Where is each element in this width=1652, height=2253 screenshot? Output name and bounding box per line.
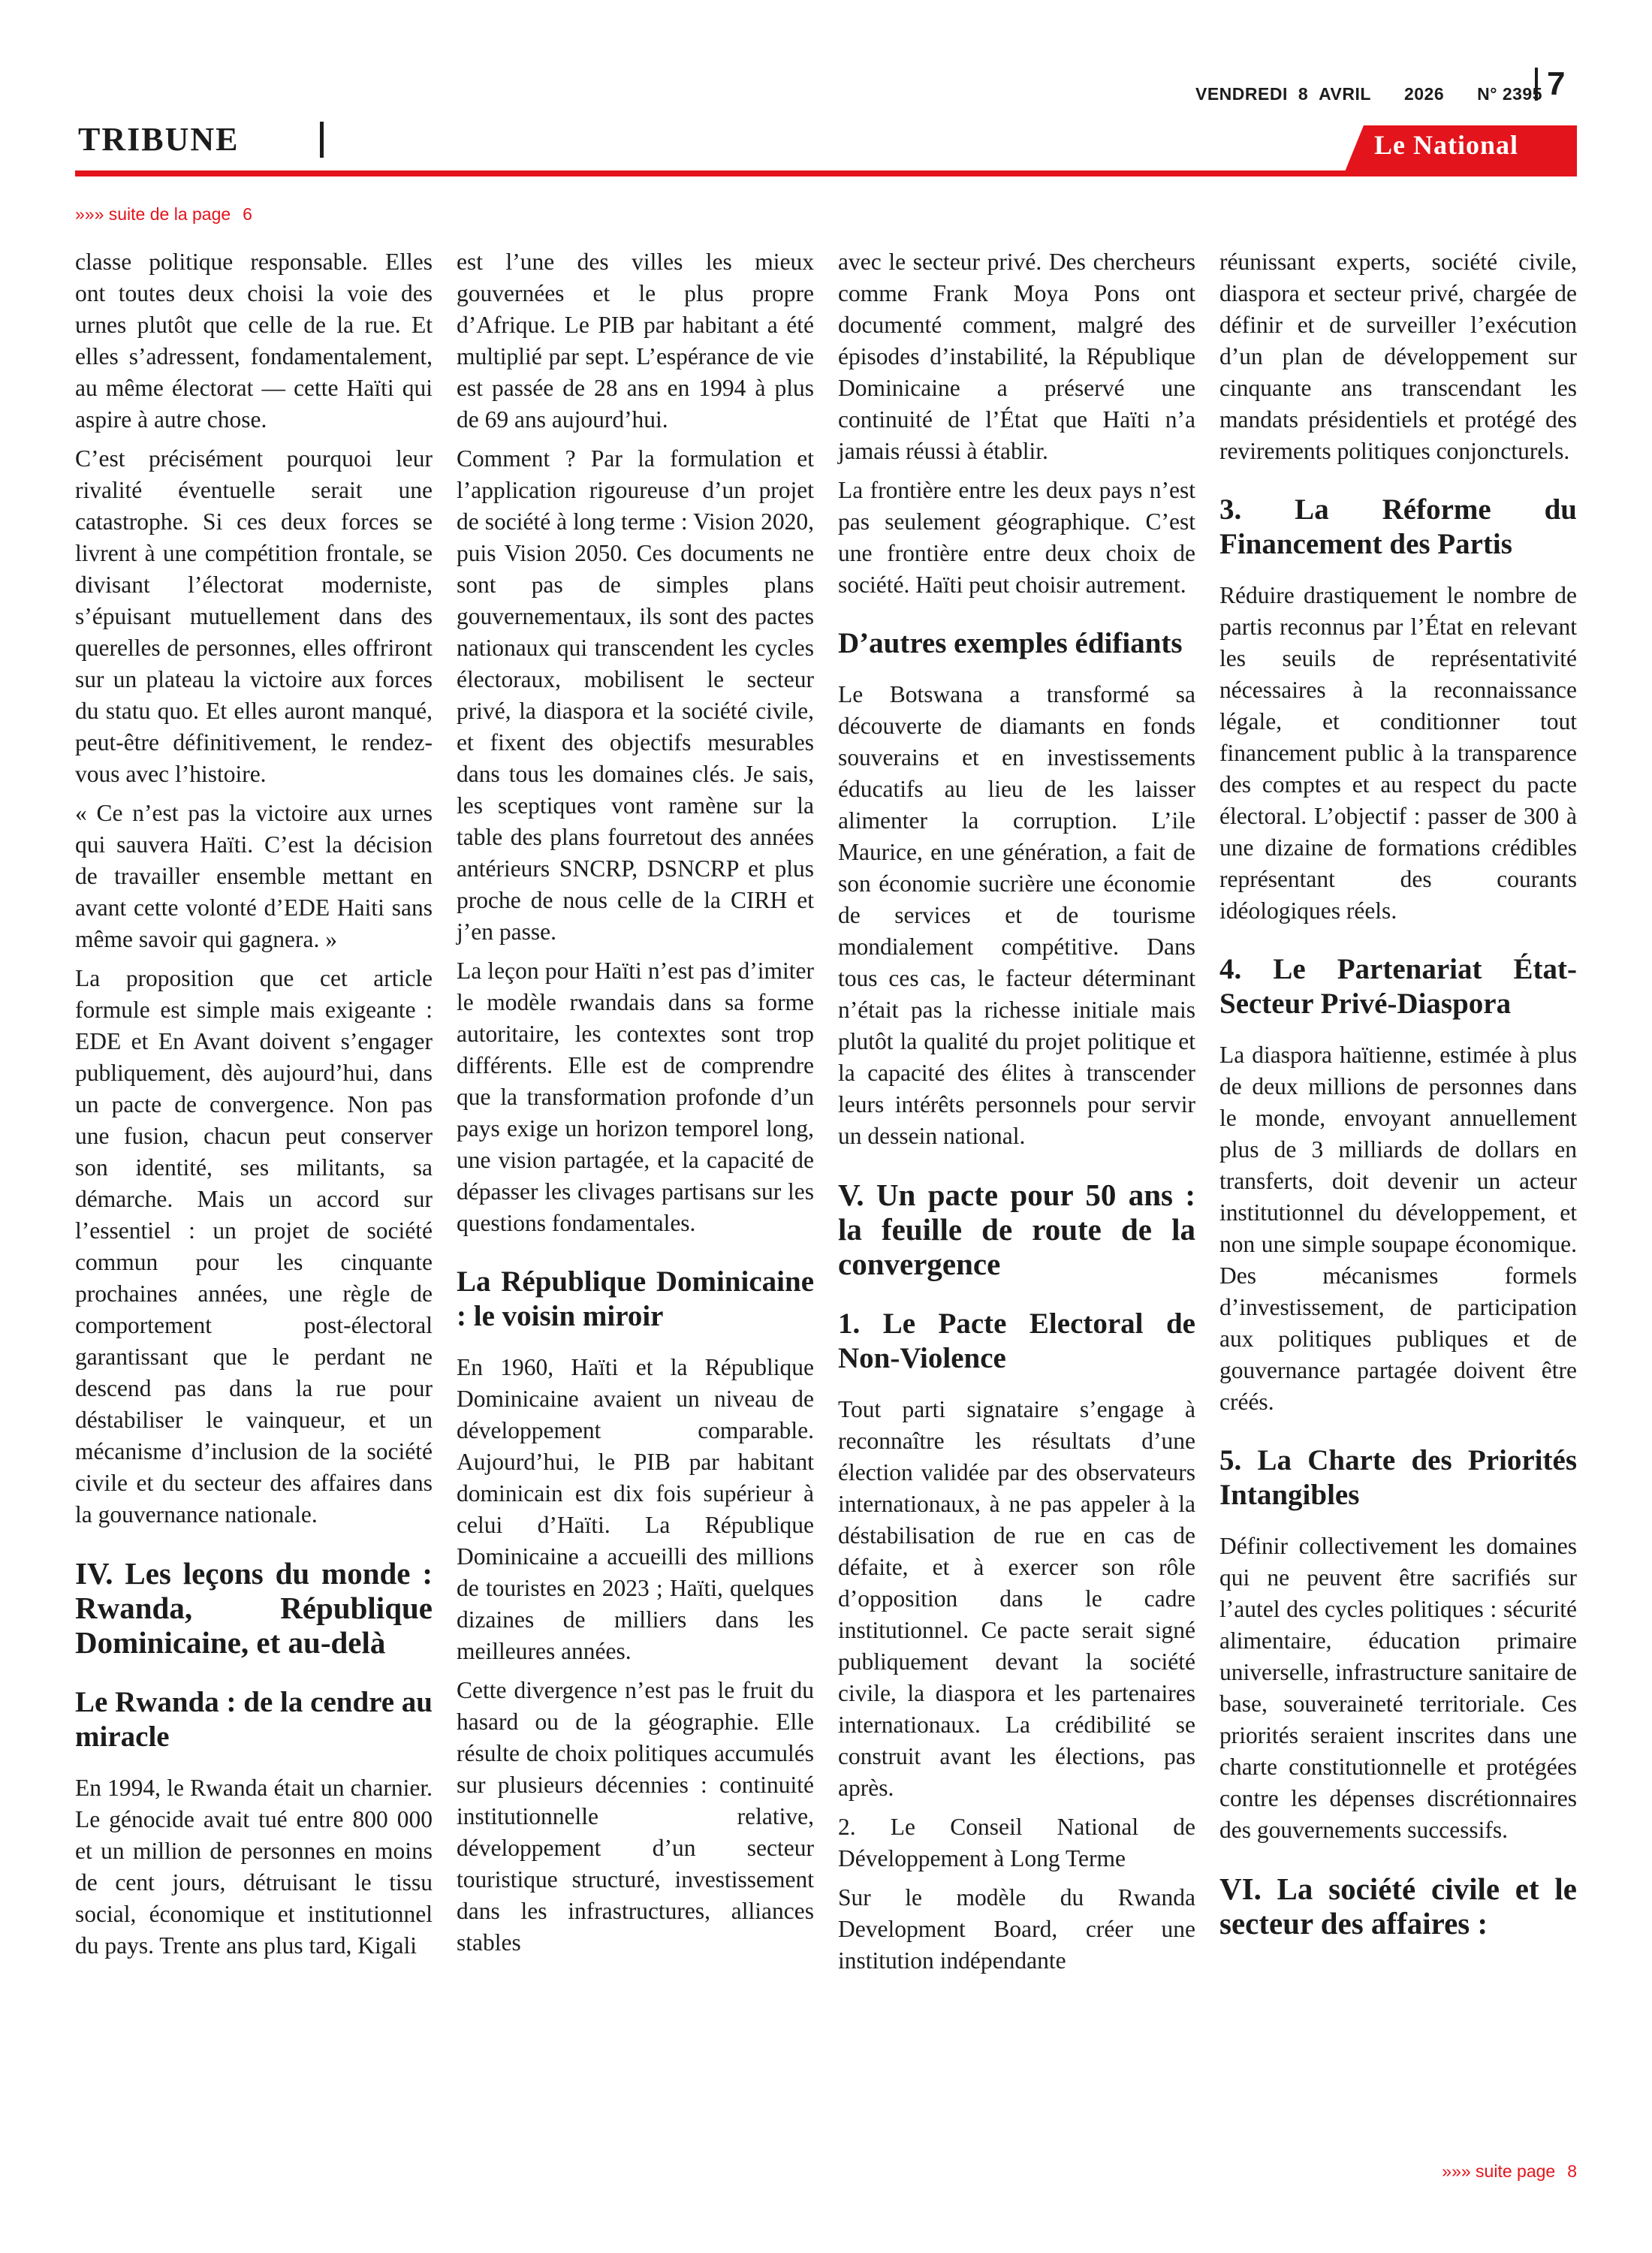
continued-to-link[interactable] bbox=[1442, 2161, 1577, 2182]
paragraph: Sur le modèle du Rwanda Development Board, créer une institution indépendante bbox=[838, 1884, 1195, 1974]
paragraph: classe politique responsable. Elles ont toutes deux choisi la voie des urnes plutôt que celle de la rue. Et elles s’adressent, fondamentalement, au même électorat — cette Haïti qui aspire à autre chose. bbox=[75, 249, 433, 433]
continued-to-page: 8 bbox=[1567, 2161, 1577, 2181]
paragraph: La proposition que cet article formule est simple mais exigeante : EDE et En Avant doivent s’engager publiquement, dès aujourd’hui, dans un pacte de convergence. Non pas une fusion, chacun peut conserver son identité, ses militants, sa démarche. Mais un accord sur l’essentiel : un projet de société commun pour les cinquante prochaines années, une règle de comportement post-électoral garantissant que le perdant ne descend pas dans la rue pour déstabiliser le vainqueur, et un mécanisme d’inclusion de la société civile et du secteur des affaires dans la gouvernance nationale. bbox=[75, 965, 433, 1528]
paragraph: avec le secteur privé. Des chercheurs comme Frank Moya Pons ont documenté comment, malgré des épisodes d’instabilité, la République Dominicaine a préservé une continuité de l’État que Haïti n’a jamais réussi à établir. bbox=[838, 249, 1195, 464]
subheading: IV. Les leçons du monde : Rwanda, République Dominicaine, et au-delà bbox=[75, 1556, 433, 1660]
header-rule bbox=[75, 170, 1577, 176]
page-number: 7 bbox=[1535, 68, 1565, 101]
section-title: TRIBUNE bbox=[78, 121, 240, 158]
paragraph: Réduire drastiquement le nombre de partis reconnus par l’État en relevant les seuils de représentativité nécessaires à la reconnaissance légale, et conditionner tout financement public à la transparence des comptes et au respect du pacte électoral. L’objectif : passer de 300 à une dizaine de formations crédibles représentant des courants idéologiques réels. bbox=[1219, 582, 1577, 924]
continued-to-label: »»» suite page bbox=[1442, 2161, 1556, 2181]
paragraph: La leçon pour Haïti n’est pas d’imiter le modèle rwandais dans sa forme autoritaire, les contextes sont trop différents. Elle est de comprendre que la transformation profonde d’un pays exige un horizon temporel long, une vision partagée, et la capacité de dépasser les clivages partisans sur les questions fondamentales. bbox=[457, 958, 814, 1236]
paragraph: réunissant experts, société civile, diaspora et secteur privé, chargée de définir et de surveiller l’exécution d’un plan de développement sur cinquante ans transcendant les mandats présidentiels et protégé des revirements politiques conjoncturels. bbox=[1219, 249, 1577, 464]
subheading: 5. La Charte des Priorités Intangibles bbox=[1219, 1444, 1577, 1511]
subheading: 1. Le Pacte Electoral de Non-Violence bbox=[838, 1307, 1195, 1374]
issue-month: AVRIL bbox=[1319, 84, 1371, 104]
paragraph: C’est précisément pourquoi leur rivalité éventuelle serait une catastrophe. Si ces deux forces se livrent à une compétition frontale, se divisant l’électorat moderniste, s’épuisant mutuellement dans des querelles de personnes, elles offriront sur un plateau la victoire aux forces du statu quo. Et elles auront manqué, peut-être définitivement, le rendez-vous avec l’histoire. bbox=[75, 445, 433, 787]
subheading: 4. Le Partenariat État-Secteur Privé-Diaspora bbox=[1219, 953, 1577, 1020]
paragraph: La diaspora haïtienne, estimée à plus de deux millions de personnes dans le monde, envoyant annuellement plus de 3 milliards de dollars en transferts, doit devenir un acteur institutionnel du développement, et non une simple soupape économique. Des mécanismes formels d’investissement, de participation aux politiques publiques et de gouvernance partagée doivent être créés. bbox=[1219, 1042, 1577, 1415]
continued-from-link[interactable] bbox=[75, 204, 252, 225]
paragraph: est l’une des villes les mieux gouvernées et le plus propre d’Afrique. Le PIB par habitant a été multiplié par sept. L’espérance de vie est passée de 28 ans en 1994 à plus de 69 ans aujourd’hui. bbox=[457, 249, 814, 433]
issue-date-number: 8 bbox=[1298, 84, 1309, 104]
issue-number: N° 2395 bbox=[1477, 84, 1542, 104]
paragraph: « Ce n’est pas la victoire aux urnes qui sauvera Haïti. C’est la décision de travailler ensemble mettant en avant cette volonté d’EDE Haiti sans même savoir qui gagnera. » bbox=[75, 800, 433, 952]
paragraph: Définir collectivement les domaines qui ne peuvent être sacrifiés sur l’autel des cycles politiques : sécurité alimentaire, éducation primaire universelle, infrastructure sanitaire de base, souveraineté territoriale. Ces priorités seraient inscrites dans une charte constitutionnelle et protégées contre les dépenses discrétionnaires des gouvernements successifs. bbox=[1219, 1533, 1577, 1843]
continued-from-label: »»» suite de la page bbox=[75, 204, 231, 224]
newspaper-name: Le National bbox=[1374, 130, 1519, 160]
paragraph: La frontière entre les deux pays n’est pas seulement géographique. C’est une frontière entre deux choix de société. Haïti peut choisir autrement. bbox=[838, 477, 1195, 598]
section-divider bbox=[320, 122, 324, 158]
paragraph: Tout parti signataire s’engage à reconnaître les résultats d’une élection validée par des observateurs internationaux, à ne pas appeler à la déstabilisation de rue en cas de défaite, et à exercer son rôle d’opposition dans le cadre institutionnel. Ce pacte serait signé publiquement devant la société civile, la diaspora et les partenaires internationaux. La crédibilité se construit avant les élections, pas après. bbox=[838, 1396, 1195, 1801]
issue-info bbox=[1195, 84, 1542, 104]
continued-from-page: 6 bbox=[243, 204, 252, 224]
subheading: 3. La Réforme du Financement des Partis bbox=[1219, 493, 1577, 560]
subheading: D’autres exemples édifiants bbox=[838, 627, 1183, 659]
paragraph: En 1960, Haïti et la République Dominicaine avaient un niveau de développement comparable. Aujourd’hui, le PIB par habitant dominicain est dix fois supérieur à celui d’Haïti. La République Dominicaine a accueilli des millions de touristes en 2023 ; Haïti, quelques dizaines de milliers dans les meilleures années. bbox=[457, 1354, 814, 1664]
issue-year: 2026 bbox=[1403, 84, 1445, 104]
subheading: VI. La société civile et le secteur des affaires : bbox=[1219, 1871, 1577, 1941]
issue-day: VENDREDI bbox=[1195, 84, 1288, 104]
paragraph: Le Botswana a transformé sa découverte de diamants en fonds souverains et en investissements éducatifs au lieu de les laisser alimenter la corruption. L’ile Maurice, en une génération, a fait de son économie sucrière une économie de services et de tourisme mondialement compétitive. Dans tous ces cas, le facteur déterminant n’était pas la richesse initiale mais plutôt la qualité du projet politique et la capacité des élites à transcender leurs intérêts personnels pour servir un dessein national. bbox=[838, 681, 1195, 1149]
paragraph: Comment ? Par la formulation et l’application rigoureuse d’un projet de société à long terme : Vision 2020, puis Vision 2050. Ces documents ne sont pas de simples plans gouvernementaux, ils sont des pactes nationaux qui transcendent les cycles électoraux, mobilisent le secteur privé, la diaspora et la société civile, et fixent des objectifs mesurables dans tous les domaines clés. Je sais, les sceptiques vont ramène sur la table des plans fourretout des années antérieurs SNCRP, DSNCRP et plus proche de nous celle de la CIRH et j’en passe. bbox=[457, 445, 814, 945]
article-column-3 bbox=[838, 246, 1195, 1984]
paragraph: Cette divergence n’est pas le fruit du hasard ou de la géographie. Elle résulte de choix politiques accumulés sur plusieurs décennies : continuité institutionnelle relative, développement d’un secteur touristique structuré, investissement dans les infrastructures, alliances stables bbox=[457, 1677, 814, 1956]
subheading: Le Rwanda : de la cendre au miracle bbox=[75, 1686, 433, 1753]
article-column-2 bbox=[457, 246, 814, 1966]
article-column-4 bbox=[1219, 246, 1577, 1963]
article-column-1 bbox=[75, 246, 433, 1969]
paragraph: 2. Le Conseil National de Développement à Long Terme bbox=[838, 1814, 1195, 1871]
subheading: La République Dominicaine : le voisin miroir bbox=[457, 1265, 814, 1332]
subheading: V. Un pacte pour 50 ans : la feuille de route de la convergence bbox=[838, 1178, 1195, 1281]
paragraph: En 1994, le Rwanda était un charnier. Le génocide avait tué entre 800 000 et un million de personnes en moins de cent jours, détruisant le tissu social, économique et institutionnel du pays. Trente ans plus tard, Kigali bbox=[75, 1775, 433, 1959]
